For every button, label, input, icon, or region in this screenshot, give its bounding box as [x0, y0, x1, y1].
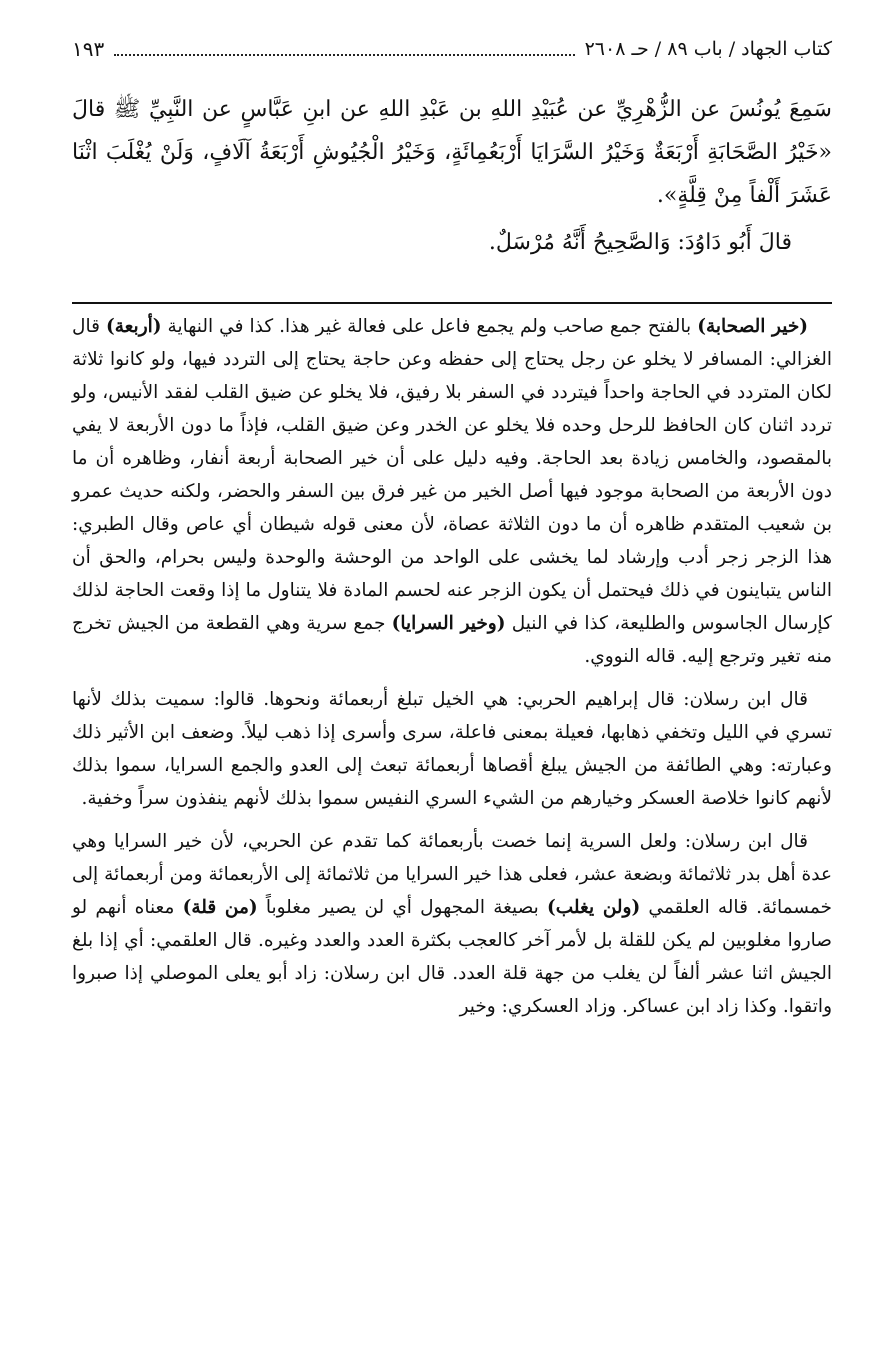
bold-term: (ولن يغلب)	[547, 897, 641, 918]
bold-term: (وخير السرايا)	[391, 613, 506, 634]
commentary-text: بصيغة المجهول أي لن يصير مغلوباً	[257, 897, 547, 918]
running-title: كتاب الجهاد / باب ٨٩ / حـ ٢٦٠٨	[584, 38, 832, 60]
commentary-text: بالفتح جمع صاحب ولم يجمع فاعل على فعالة غير هذا. كذا في النهاية	[161, 316, 698, 337]
commentary-paragraph-3	[72, 825, 832, 1023]
commentary-paragraph-2: قال ابن رسلان: قال إبراهيم الحربي: هي الخيل تبلغ أربعمائة ونحوها. قالوا: سميت بذلك لأنها تسري في الليل وتخفي ذهابها، فعيلة بمعنى فاعلة، سرى وأسرى إذا ذهب ليلاً. وضعف ابن الأثير ذلك وعبارته: وهي الطائفة من الجيش يبلغ أقصاها أربعمائة تبعث إلى العدو والجمع السرايا، سموا بذلك لأنهم كانوا خلاصة العسكر وخيارهم من الشيء السري النفيس سموا بذلك لأنهم ينفذون سراً وخفية.	[72, 689, 832, 809]
commentary-block	[72, 310, 832, 1033]
commentary-text: قال ابن رسلان: ولعل السرية إنما خصت بأربعمائة كما تقدم عن الحربي، لأن خير السرايا وهي عدة أهل بدر ثلاثمائة وبضعة عشر، فعلى هذا خير السرايا من ثلاثمائة إلى الأربعمائة ومن أربعمائة إلى خمسمائة. قاله العلقمي	[72, 831, 832, 918]
commentary-text: قال الغزالي: المسافر لا يخلو عن رجل يحتاج إلى حفظه وعن حاجة يحتاج إلى التردد فيها، ولو كانوا ثلاثة لكان المتردد في الحاجة واحداً فيتردد في السفر بلا رفيق، فلا يخلو عن ضيق القلب لفقد الأنيس، ولو تردد اثنان كان الحافظ للرحل وحده فلا يخلو عن الخدر وعن ضيق القلب، فإذاً ما دون الأربعة لا يفي بالمقصود، والخامس زيادة بعد الحاجة. وفيه دليل على أن خير الصحابة أربعة أنفار، وظاهره أن ما دون الأربعة من الصحابة موجود فيها أصل الخير من غير فرق بين السفر والحضر، ولكنه حديث عمرو بن شعيب المتقدم ظاهره أن ما دون الثلاثة عصاة، لأن معنى قوله شيطان أي عاص وقال الطبري: هذا الزجر زجر أدب وإرشاد لما يخشى على الواحد من الوحشة والوحدة وليس بحرام، والحق أن الناس يتباينون في ذلك فيحتمل أن يكون الزجر عنه لحسم المادة فلا يتناول ما إذا وقعت الحاجة لذلك كإرسال الجاسوس والطليعة، كذا في النيل	[72, 316, 832, 634]
bold-term: (من قلة)	[182, 897, 258, 918]
hadith-text: سَمِعَ يُونُسَ عن الزُّهْرِيِّ عن عُبَيْدِ اللهِ بن عَبْدِ اللهِ عن ابنِ عَبَّاسٍ عن النَّبِيِّ ﷺ قالَ «خَيْرُ الصَّحَابَةِ أَرْبَعَةٌ وَخَيْرُ السَّرَايَا أَرْبَعُمِائَةٍ، وَخَيْرُ الْجُيُوشِ أَرْبَعَةُ آلَافٍ، وَلَنْ يُغْلَبَ اثْنَا عَشَرَ أَلْفاً مِنْ قِلَّةٍ».	[72, 97, 832, 208]
separator-rule	[72, 302, 832, 304]
commentary-text: معناه أنهم لو صاروا مغلوبين لم يكن للقلة بل لأمر آخر كالعجب بكثرة العدد والعدد وغيره. قال العلقمي: أي إذا بلغ الجيش اثنا عشر ألفاً لن يغلب من جهة قلة العدد. قال ابن رسلان: زاد أبو يعلى الموصلي إذا صبروا واتقوا. وكذا زاد ابن عساكر. وزاد العسكري: وخير	[72, 897, 832, 1017]
commentary-paragraph-1	[72, 310, 832, 673]
bold-term: (أربعة)	[105, 316, 162, 337]
page-number: ١٩٣	[72, 37, 105, 61]
hadith-text-block	[72, 88, 832, 264]
dotted-leader	[114, 42, 574, 56]
commentary-text: جمع سرية وهي القطعة من الجيش تخرج منه تغير وترجع إليه. قاله النووي.	[72, 613, 832, 667]
page-header	[72, 34, 832, 64]
bold-term: (خير الصحابة)	[697, 316, 809, 337]
abu-dawud-remark: قالَ أَبُو دَاوُدَ: وَالصَّحِيحُ أَنَّهُ مُرْسَلٌ.	[488, 230, 792, 255]
